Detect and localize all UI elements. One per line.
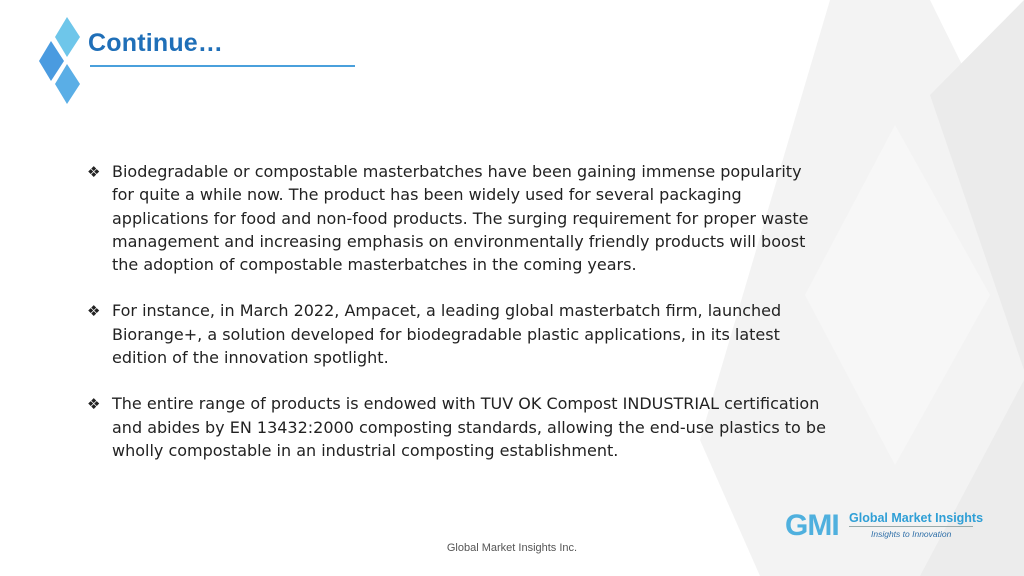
diamond-bullet-icon: ❖ <box>87 302 101 321</box>
blue-diamond-left <box>39 41 64 81</box>
bullet-item <box>87 392 827 462</box>
logo-divider <box>849 526 973 527</box>
title-underline <box>90 65 355 67</box>
bullet-text: Biodegradable or compostable masterbatches have been gaining immense popularity for quite a while now. The product has been widely used for several packaging applications for food and non-food products. The surging requirement for proper waste management and increasing emphasis on environmentally friendly products will boost the adoption of compostable masterbatches in the coming years. <box>112 162 809 275</box>
bullet-item <box>87 299 827 369</box>
blue-diamond-bottom <box>55 64 80 104</box>
bullet-text: The entire range of products is endowed with TUV OK Compost INDUSTRIAL certification and abides by EN 13432:2000 composting standards, allowing the end-use plastics to be wholly compostable in an industrial composting establishment. <box>112 394 826 460</box>
bullet-list <box>87 160 827 485</box>
bullet-text: For instance, in March 2022, Ampacet, a leading global masterbatch firm, launched Biorange+, a solution developed for biodegradable plastic applications, in its latest edition of the innovation spotlight. <box>112 301 782 368</box>
footer-text: Global Market Insights Inc. <box>446 542 578 554</box>
gmi-logo <box>785 508 985 544</box>
logo-tagline: Insights to Innovation <box>871 529 952 539</box>
diamond-bullet-icon: ❖ <box>87 163 101 181</box>
logo-mark: GMI <box>785 509 839 542</box>
logo-name: Global Market Insights <box>849 511 984 525</box>
bullet-item <box>87 160 827 276</box>
slide-title: Continue… <box>88 29 224 57</box>
blue-diamond-top <box>55 17 80 57</box>
diamond-bullet-icon: ❖ <box>87 395 101 414</box>
